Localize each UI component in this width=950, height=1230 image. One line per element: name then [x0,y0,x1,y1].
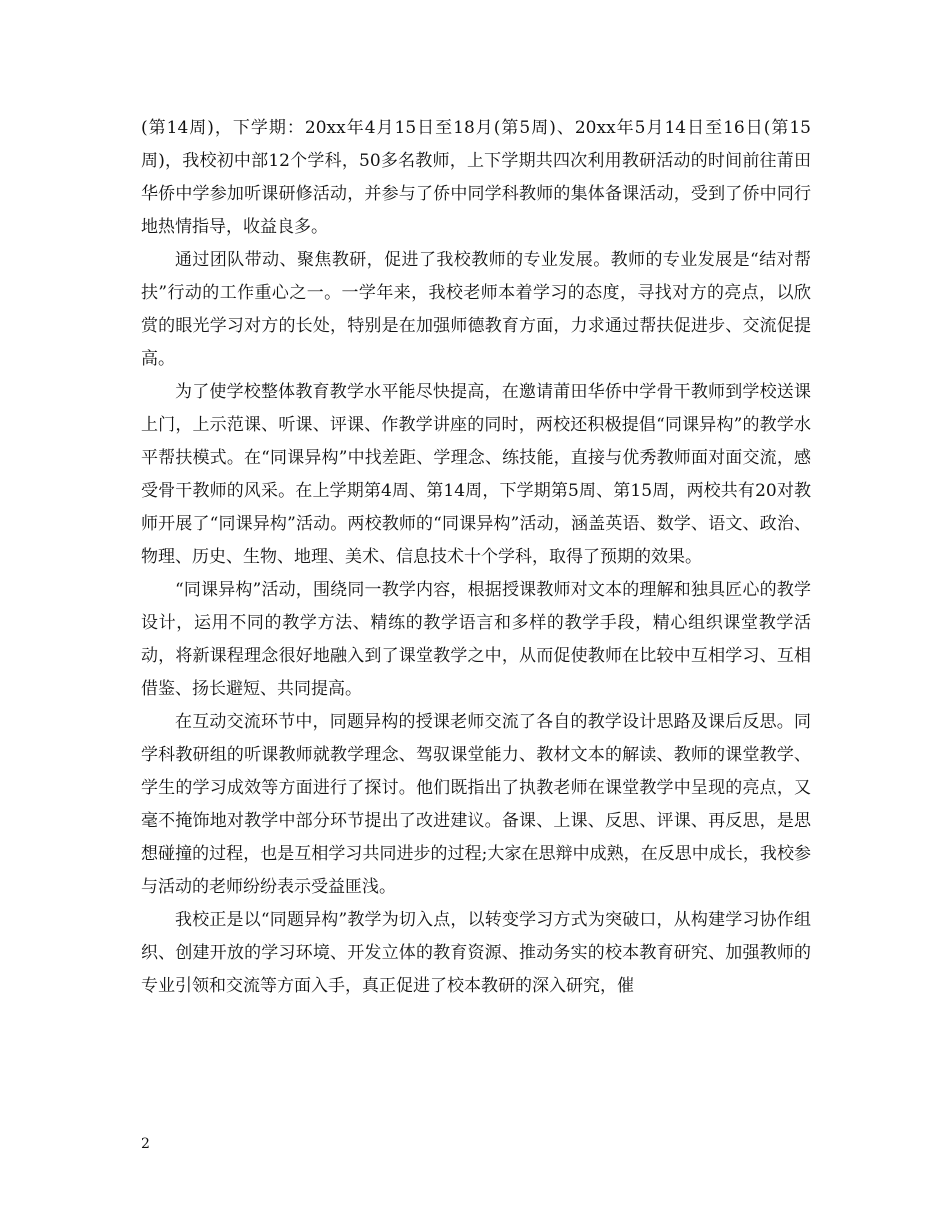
document-body [141,112,811,1003]
paragraph-team-development: 通过团队带动、聚焦教研，促进了我校教师的专业发展。教师的专业发展是“结对帮扶”行动的工作重心之一。一学年来，我校老师本着学习的态度，寻找对方的亮点，以欣赏的眼光学习对方的长处，特别是在加强师德教育方面，力求通过帮扶促进步、交流促提高。 [141,250,811,369]
page-number: 2 [141,1136,150,1152]
paragraph-continuation: (第14周)，下学期：20xx年4月15日至18月(第5周)、20xx年5月14日至16日(第15周)，我校初中部12个学科，50多名教师，上下学期共四次利用教研活动的时间前往莆田华侨中学参加听课研修活动，并参与了侨中同学科教师的集体备课活动，受到了侨中同行地热情指导，收益良多。 [141,118,811,237]
paragraph-same-lesson-model: 为了使学校整体教育教学水平能尽快提高，在邀请莆田华侨中学骨干教师到学校送课上门，上示范课、听课、评课、作教学讲座的同时，两校还积极提倡“同课异构”的教学水平帮扶模式。在“同课异构”中找差距、学理念、练技能，直接与优秀教师面对面交流，感受骨干教师的风采。在上学期第4周、第14周，下学期第5周、第15周，两校共有20对教师开展了“同课异构”活动。两校教师的“同课异构”活动，涵盖英语、数学、语文、政治、物理、历史、生物、地理、美术、信息技术十个学科，取得了预期的效果。 [141,382,811,567]
paragraph-school-approach: 我校正是以“同题异构”教学为切入点，以转变学习方式为突破口，从构建学习协作组织、创建开放的学习环境、开发立体的教育资源、推动务实的校本教育研究、加强教师的专业引领和交流等方面入手，真正促进了校本教研的深入研究，催 [141,910,811,996]
paragraph-interaction-exchange: 在互动交流环节中，同题异构的授课老师交流了各自的教学设计思路及课后反思。同学科教研组的听课教师就教学理念、驾驭课堂能力、教材文本的解读、教师的课堂教学、学生的学习成效等方面进行了探讨。他们既指出了执教老师在课堂教学中呈现的亮点，又毫不掩饰地对教学中部分环节提出了改进建议。备课、上课、反思、评课、再反思，是思想碰撞的过程，也是互相学习共同进步的过程;大家在思辩中成熟，在反思中成长，我校参与活动的老师纷纷表示受益匪浅。 [141,712,811,897]
paragraph-activity-description: “同课异构”活动，围绕同一教学内容，根据授课教师对文本的理解和独具匠心的教学设计，运用不同的教学方法、精练的教学语言和多样的教学手段，精心组织课堂教学活动，将新课程理念很好地融入到了课堂教学之中，从而促使教师在比较中互相学习、互相借鉴、扬长避短、共同提高。 [141,580,811,699]
